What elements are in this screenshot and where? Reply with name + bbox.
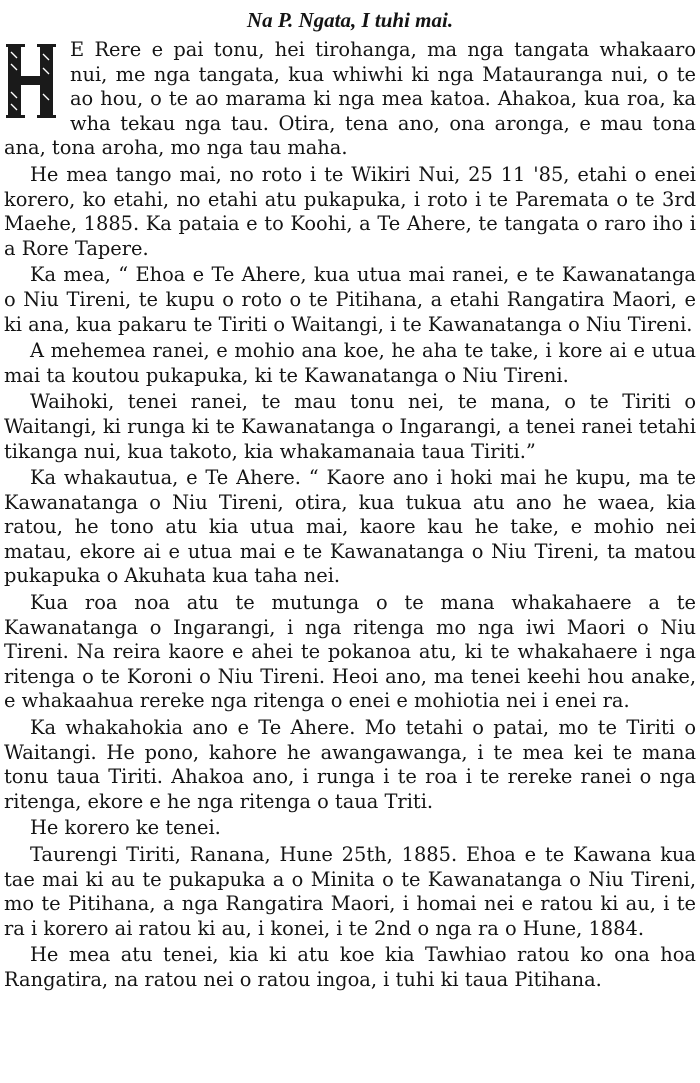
paragraph-6: Ka whakautua, e Te Ahere. “ Kaore ano i hoki mai he kupu, ma te Kawanatanga o Niu Tireni, otira, kua tukua atu ano he waea, kia ratou, he tono atu kia utua mai, kaore kau he take, e mohio nei matau, ekore ai e utua mai e te Kawanatanga o Niu Tireni, ta matou pukapuka o Akuhata kua taha nei. xyxy=(4,466,696,588)
paragraph-4: A mehemea ranei, e mohio ana koe, he aha te take, i kore ai e utua mai ta koutou pukapuka, ki te Kawanatanga o Niu Tireni. xyxy=(4,339,696,387)
paragraph-8: Ka whakahokia ano e Te Ahere. Mo tetahi o patai, mo te Tiriti o Waitangi. He pono, kahore he awangawanga, i te mea kei te mana tonu taua Tiriti. Ahakoa ano, i runga i te roa i te rereke ranei o nga ritenga, ekore e he nga ritenga o taua Triti. xyxy=(4,716,696,813)
paragraph-5: Waihoki, tenei ranei, te mau tonu nei, te mana, o te Tiriti o Waitangi, ki runga ki te Kawanatanga o Ingarangi, a tenei ranei tetahi tikanga nui, kua takoto, kia whakamanaia taua Tiriti.” xyxy=(4,390,696,463)
dropcap-h-glyph xyxy=(6,42,62,120)
paragraph-1: E Rere e pai tonu, hei tirohanga, ma nga tangata whakaaro nui, me nga tangata, kua whiwhi ki nga Matauranga nui, o te ao hou, o te ao marama ki nga mea katoa. Ahakoa, kua roa, ka wha tekau nga tau. Otira, tena ano, ona aronga, e mau tona ana, tona aroha, mo nga tau maha. xyxy=(4,38,696,160)
paragraph-10: Taurengi Tiriti, Ranana, Hune 25th, 1885. Ehoa e te Kawana kua tae mai ki au te pukapuka a o Minita o te Kawanatanga o Niu Tireni, mo te Pitihana, a nga Rangatira Maori, i homai nei e ratou ki au, i te ra i korero ai ratou ki au, i konei, i te 2nd o nga ra o Hune, 1884. xyxy=(4,843,696,940)
paragraph-3: Ka mea, “ Ehoa e Te Ahere, kua utua mai ranei, e te Kawanatanga o Niu Tireni, te kupu o roto o te Pitihana, a etahi Rangatira Maori, e ki ana, kua pakaru te Tiriti o Waitangi, i te Kawanatanga o Niu Tireni. xyxy=(4,263,696,336)
article-body xyxy=(4,38,696,993)
dropcap-letter xyxy=(4,42,64,122)
paragraph-11: He mea atu tenei, kia ki atu koe kia Tawhiao ratou ko ona hoa Rangatira, na ratou nei o ratou ingoa, i tuhi ki taua Pitihana. xyxy=(4,943,696,991)
paragraph-9: He korero ke tenei. xyxy=(30,816,221,840)
paragraph-2: He mea tango mai, no roto i te Wikiri Nui, 25 11 '85, etahi o enei korero, ko etahi, no etahi atu pukapuka, i roto i te Paremata o te 3rd Maehe, 1885. Ka pataia e to Koohi, a Te Ahere, te tangata o raro iho i a Rore Tapere. xyxy=(4,162,696,260)
byline: Na P. Ngata, I tuhi mai. xyxy=(246,8,454,32)
paragraph-7: Kua roa noa atu te mutunga o te mana whakahaere a te Kawanatanga o Ingarangi, i nga ritenga mo nga iwi Maori o Niu Tireni. Na reira kaore e ahei te pokanoa atu, ki te whakahaere i nga ritenga o te Koroni o Niu Tireni. Heoi ano, ma tenei keehi hou anake, e whakaahua rereke nga ritenga o enei e mohiotia nei i enei ra. xyxy=(4,591,696,713)
